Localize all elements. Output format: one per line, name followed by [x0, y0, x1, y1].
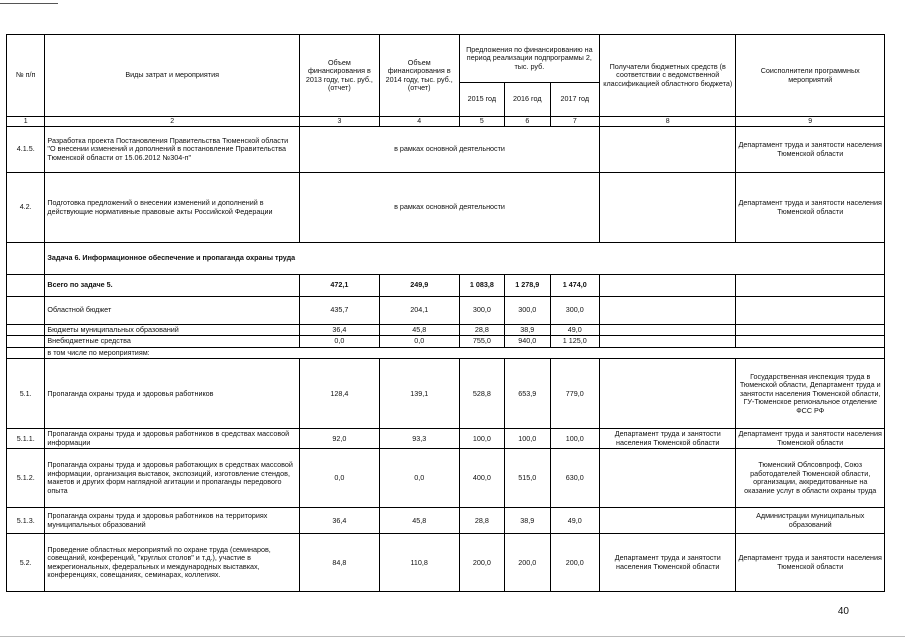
table-row-total [7, 275, 885, 297]
value-2014: 93,3 [379, 429, 459, 449]
value-2014: 0,0 [379, 449, 459, 508]
value-2017: 300,0 [550, 297, 600, 325]
colnum-5: 5 [459, 117, 504, 127]
header-proposals: Предложения по финансированию на период реализации подпрограммы 2, тыс. руб. [459, 35, 599, 83]
value-2013: 36,4 [299, 325, 379, 336]
colnum-7: 7 [550, 117, 600, 127]
value-2013: 472,1 [299, 275, 379, 297]
colnum-2: 2 [45, 117, 300, 127]
task-row [7, 243, 885, 275]
value-2017: 630,0 [550, 449, 600, 508]
page-number: 40 [837, 606, 849, 617]
column-number-row [7, 117, 885, 127]
value-2014: 139,1 [379, 359, 459, 429]
row-num: 5.1.1. [7, 429, 45, 449]
colnum-4: 4 [379, 117, 459, 127]
header-recipients: Получатели бюджетных средств (в соответствии с ведомственной классификацией областного бюджета) [600, 35, 736, 117]
value-2013: 0,0 [299, 449, 379, 508]
value-2017: 200,0 [550, 534, 600, 592]
row-recipient [600, 359, 736, 429]
row-num: 4.1.5. [7, 127, 45, 173]
row-text: Разработка проекта Постановления Правительства Тюменской области "О внесении изменений и дополнений в постановление Правительства Тюменской области от 15.06.2012 №304-п" [45, 127, 300, 173]
task-title: Задача 6. Информационное обеспечение и пропаганда охраны труда [45, 243, 885, 275]
financing-table [6, 34, 885, 592]
row-executor: Администрации муниципальных образований [736, 508, 885, 534]
top-rule [0, 3, 58, 4]
row-executor: Государственная инспекция труда в Тюменской области, Департамент труда и занятости населения Тюменской области, ГУ-Тюменское региональное отделение ФСС РФ [736, 359, 885, 429]
table-row-4-1-5 [7, 127, 885, 173]
row-merged-note: в рамках основной деятельности [299, 173, 599, 243]
colnum-6: 6 [505, 117, 550, 127]
table-row-5-1 [7, 359, 885, 429]
row-text: Пропаганда охраны труда и здоровья работников на территориях муниципальных образований [45, 508, 300, 534]
row-executor: Тюменский Облсовпроф, Союз работодателей Тюменской области, организации, аккредитованные на оказание услуг в области охраны труда [736, 449, 885, 508]
value-2017: 779,0 [550, 359, 600, 429]
header-row-1 [7, 35, 885, 83]
header-vol-2014: Объем финансирования в 2014 году, тыс. руб., (отчет) [379, 35, 459, 117]
row-recipient [600, 127, 736, 173]
value-2014: 0,0 [379, 336, 459, 347]
value-2017: 49,0 [550, 325, 600, 336]
value-2015: 528,8 [459, 359, 504, 429]
value-2017: 100,0 [550, 429, 600, 449]
value-2013: 128,4 [299, 359, 379, 429]
row-executor: Департамент труда и занятости населения Тюменской области [736, 534, 885, 592]
value-2016: 100,0 [505, 429, 550, 449]
bottom-rule [0, 636, 905, 637]
value-2013: 435,7 [299, 297, 379, 325]
row-text: Пропаганда охраны труда и здоровья работников [45, 359, 300, 429]
header-types: Виды затрат и мероприятия [45, 35, 300, 117]
colnum-1: 1 [7, 117, 45, 127]
row-text: Подготовка предложений о внесении изменений и дополнений в действующие нормативные правовые акты Российской Федерации [45, 173, 300, 243]
table-row-4-2 [7, 173, 885, 243]
row-text: Пропаганда охраны труда и здоровья работающих в средствах массовой информации, организация выставок, экспозиций, изготовление стендов, макетов и других форм наглядной агитации и пропаганды передового опыта [45, 449, 300, 508]
value-2015: 28,8 [459, 508, 504, 534]
value-2015: 400,0 [459, 449, 504, 508]
row-executor: Департамент труда и занятости населения Тюменской области [736, 429, 885, 449]
row-recipient: Департамент труда и занятости населения Тюменской области [600, 429, 736, 449]
header-executors: Соисполнители программных мероприятий [736, 35, 885, 117]
row-merged-note: в рамках основной деятельности [299, 127, 599, 173]
value-2015: 200,0 [459, 534, 504, 592]
table-row-5-2 [7, 534, 885, 592]
value-2014: 249,9 [379, 275, 459, 297]
row-recipient [600, 173, 736, 243]
colnum-8: 8 [600, 117, 736, 127]
table-row-5-1-2 [7, 449, 885, 508]
value-2016: 1 278,9 [505, 275, 550, 297]
value-2015: 28,8 [459, 325, 504, 336]
value-2013: 36,4 [299, 508, 379, 534]
table-row-5-1-1 [7, 429, 885, 449]
row-recipient [600, 508, 736, 534]
value-2015: 1 083,8 [459, 275, 504, 297]
table-row-5-1-3 [7, 508, 885, 534]
colnum-3: 3 [299, 117, 379, 127]
value-2015: 755,0 [459, 336, 504, 347]
value-2016: 653,9 [505, 359, 550, 429]
row-num: 5.1.2. [7, 449, 45, 508]
value-2015: 300,0 [459, 297, 504, 325]
value-2014: 204,1 [379, 297, 459, 325]
value-2016: 38,9 [505, 508, 550, 534]
value-2013: 92,0 [299, 429, 379, 449]
value-2016: 38,9 [505, 325, 550, 336]
row-text: Внебюджетные средства [45, 336, 300, 347]
value-2013: 0,0 [299, 336, 379, 347]
row-num: 4.2. [7, 173, 45, 243]
table-row-regional [7, 297, 885, 325]
header-2017: 2017 год [550, 83, 600, 117]
value-2016: 200,0 [505, 534, 550, 592]
header-vol-2013: Объем финансирования в 2013 году, тыс. руб., (отчет) [299, 35, 379, 117]
value-2016: 300,0 [505, 297, 550, 325]
header-num: № п/п [7, 35, 45, 117]
colnum-9: 9 [736, 117, 885, 127]
row-text: Бюджеты муниципальных образований [45, 325, 300, 336]
table-row-municipal [7, 325, 885, 336]
row-text: Областной бюджет [45, 297, 300, 325]
row-recipient [600, 449, 736, 508]
table-row-including [7, 347, 885, 358]
value-2014: 110,8 [379, 534, 459, 592]
header-2016: 2016 год [505, 83, 550, 117]
value-2017: 1 125,0 [550, 336, 600, 347]
row-text: Всего по задаче 5. [45, 275, 300, 297]
row-text: в том числе по мероприятиям: [45, 347, 885, 358]
value-2017: 1 474,0 [550, 275, 600, 297]
value-2014: 45,8 [379, 508, 459, 534]
value-2015: 100,0 [459, 429, 504, 449]
row-executor: Департамент труда и занятости населения Тюменской области [736, 127, 885, 173]
row-text: Проведение областных мероприятий по охране труда (семинаров, совещаний, конференций, "круглых столов" и т.д.), участие в межрегиональных, федеральных и международных выставках, конференциях, совещаниях, семинарах, коллегиях. [45, 534, 300, 592]
row-text: Пропаганда охраны труда и здоровья работников в средствах массовой информации [45, 429, 300, 449]
table-row-offbudget [7, 336, 885, 347]
value-2014: 45,8 [379, 325, 459, 336]
row-recipient: Департамент труда и занятости населения Тюменской области [600, 534, 736, 592]
row-num: 5.2. [7, 534, 45, 592]
value-2017: 49,0 [550, 508, 600, 534]
header-2015: 2015 год [459, 83, 504, 117]
row-num: 5.1.3. [7, 508, 45, 534]
row-num: 5.1. [7, 359, 45, 429]
value-2016: 940,0 [505, 336, 550, 347]
value-2013: 84,8 [299, 534, 379, 592]
value-2016: 515,0 [505, 449, 550, 508]
row-executor: Департамент труда и занятости населения Тюменской области [736, 173, 885, 243]
